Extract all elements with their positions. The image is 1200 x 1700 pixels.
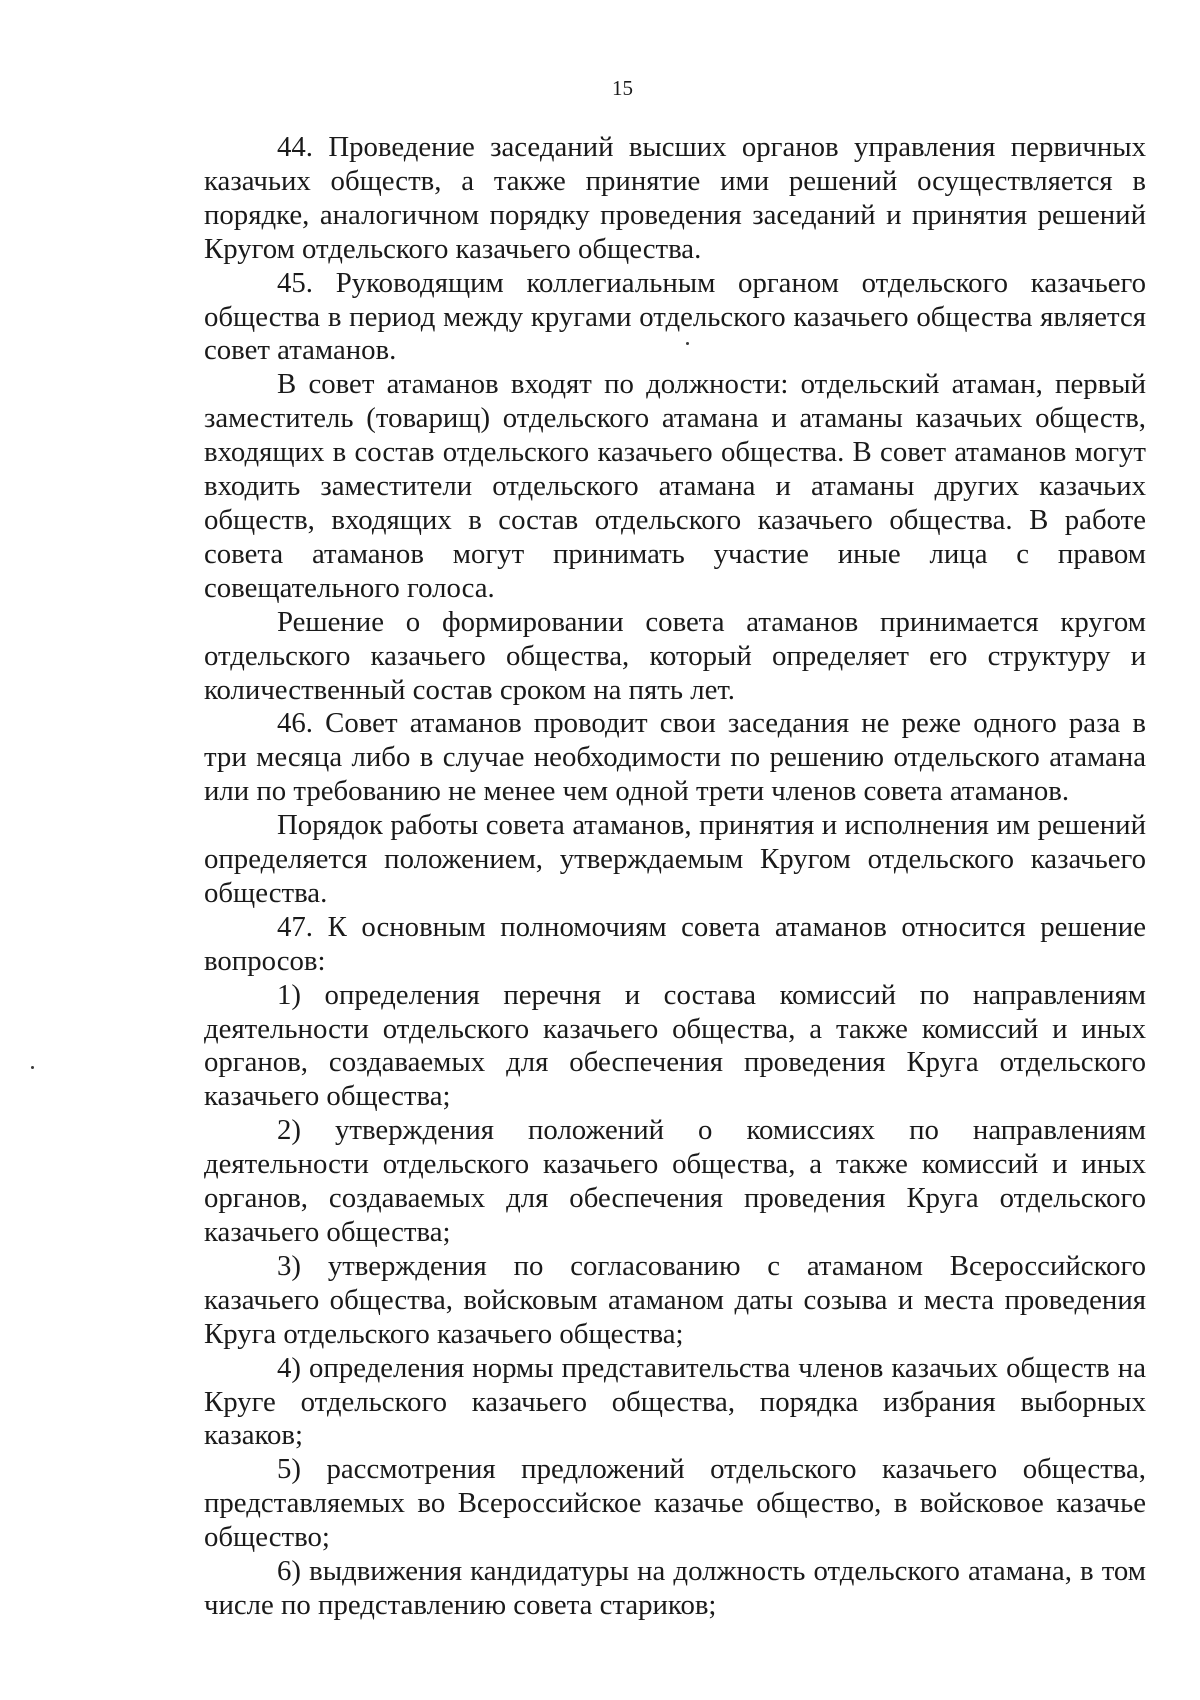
paragraph-46-procedure: Порядок работы совета атаманов, принятия и исполнения им решений определяется положением, утверждаемым Кругом отдельского казачьего общества. (204, 809, 1146, 909)
paragraph-47: 47. К основным полномочиям совета атаманов относится решение вопросов: (204, 910, 1146, 977)
list-item-4: 4) определения нормы представительства членов казачьих обществ на Круге отдельского казачьего общества, порядка избрания выборных казаков; (204, 1351, 1146, 1452)
paragraph-45-council-formation: Решение о формировании совета атаманов принимается кругом отдельского казачьего общества, который определяет его структуру и количественный состав сроком на пять лет. (204, 605, 1146, 706)
list-item-3: 3) утверждения по согласованию с атаманом Всероссийского казачьего общества, войсковым атаманом даты созыва и места проведения Круга отдельского казачьего общества; (204, 1249, 1146, 1350)
paragraph-45-council-members: В совет атаманов входят по должности: отдельский атаман, первый заместитель (товарищ) отдельского атамана и атаманы казачьих обществ, входящих в состав отдельского казачьего общества. В совет атаманов могут входить заместители отдельского атамана и атаманы других казачьих обществ, входящих в состав отдельского казачьего общества. В работе совета атаманов могут принимать участие иные лица с правом совещательного голоса. (204, 368, 1146, 604)
paragraph-46: 46. Совет атаманов проводит свои заседания не реже одного раза в три месяца либо в случае необходимости по решению отдельского атамана или по требованию не менее чем одной трети членов совета атаманов. (204, 707, 1146, 808)
scan-speck (686, 342, 689, 345)
list-item-5: 5) рассмотрения предложений отдельского казачьего общества, представляемых во Всероссийское казачье общество, в войсковое казачье общество; (204, 1453, 1146, 1554)
list-item-6: 6) выдвижения кандидатуры на должность отдельского атамана, в том числе по представлению совета стариков; (204, 1555, 1146, 1621)
list-item-2: 2) утверждения положений о комиссиях по направлениям деятельности отдельского казачьего общества, а также комиссий и иных органов, создаваемых для обеспечения проведения Круга отдельского казачьего общества; (204, 1114, 1146, 1248)
page-number: 15 (612, 76, 633, 100)
list-item-1: 1) определения перечня и состава комиссий по направлениям деятельности отдельского казачьего общества, а также комиссий и иных органов, создаваемых для обеспечения проведения Круга отдельского казачьего общества; (204, 978, 1146, 1113)
scan-speck (31, 1066, 34, 1069)
document-body (204, 131, 1146, 1623)
paragraph-45: 45. Руководящим коллегиальным органом отдельского казачьего общества в период между кругами отдельского казачьего общества является совет атаманов. (204, 266, 1146, 367)
paragraph-44: 44. Проведение заседаний высших органов управления первичных казачьих обществ, а также принятие ими решений осуществляется в порядке, аналогичном порядку проведения заседаний и принятия решений Кругом отдельского казачьего общества. (204, 131, 1146, 265)
